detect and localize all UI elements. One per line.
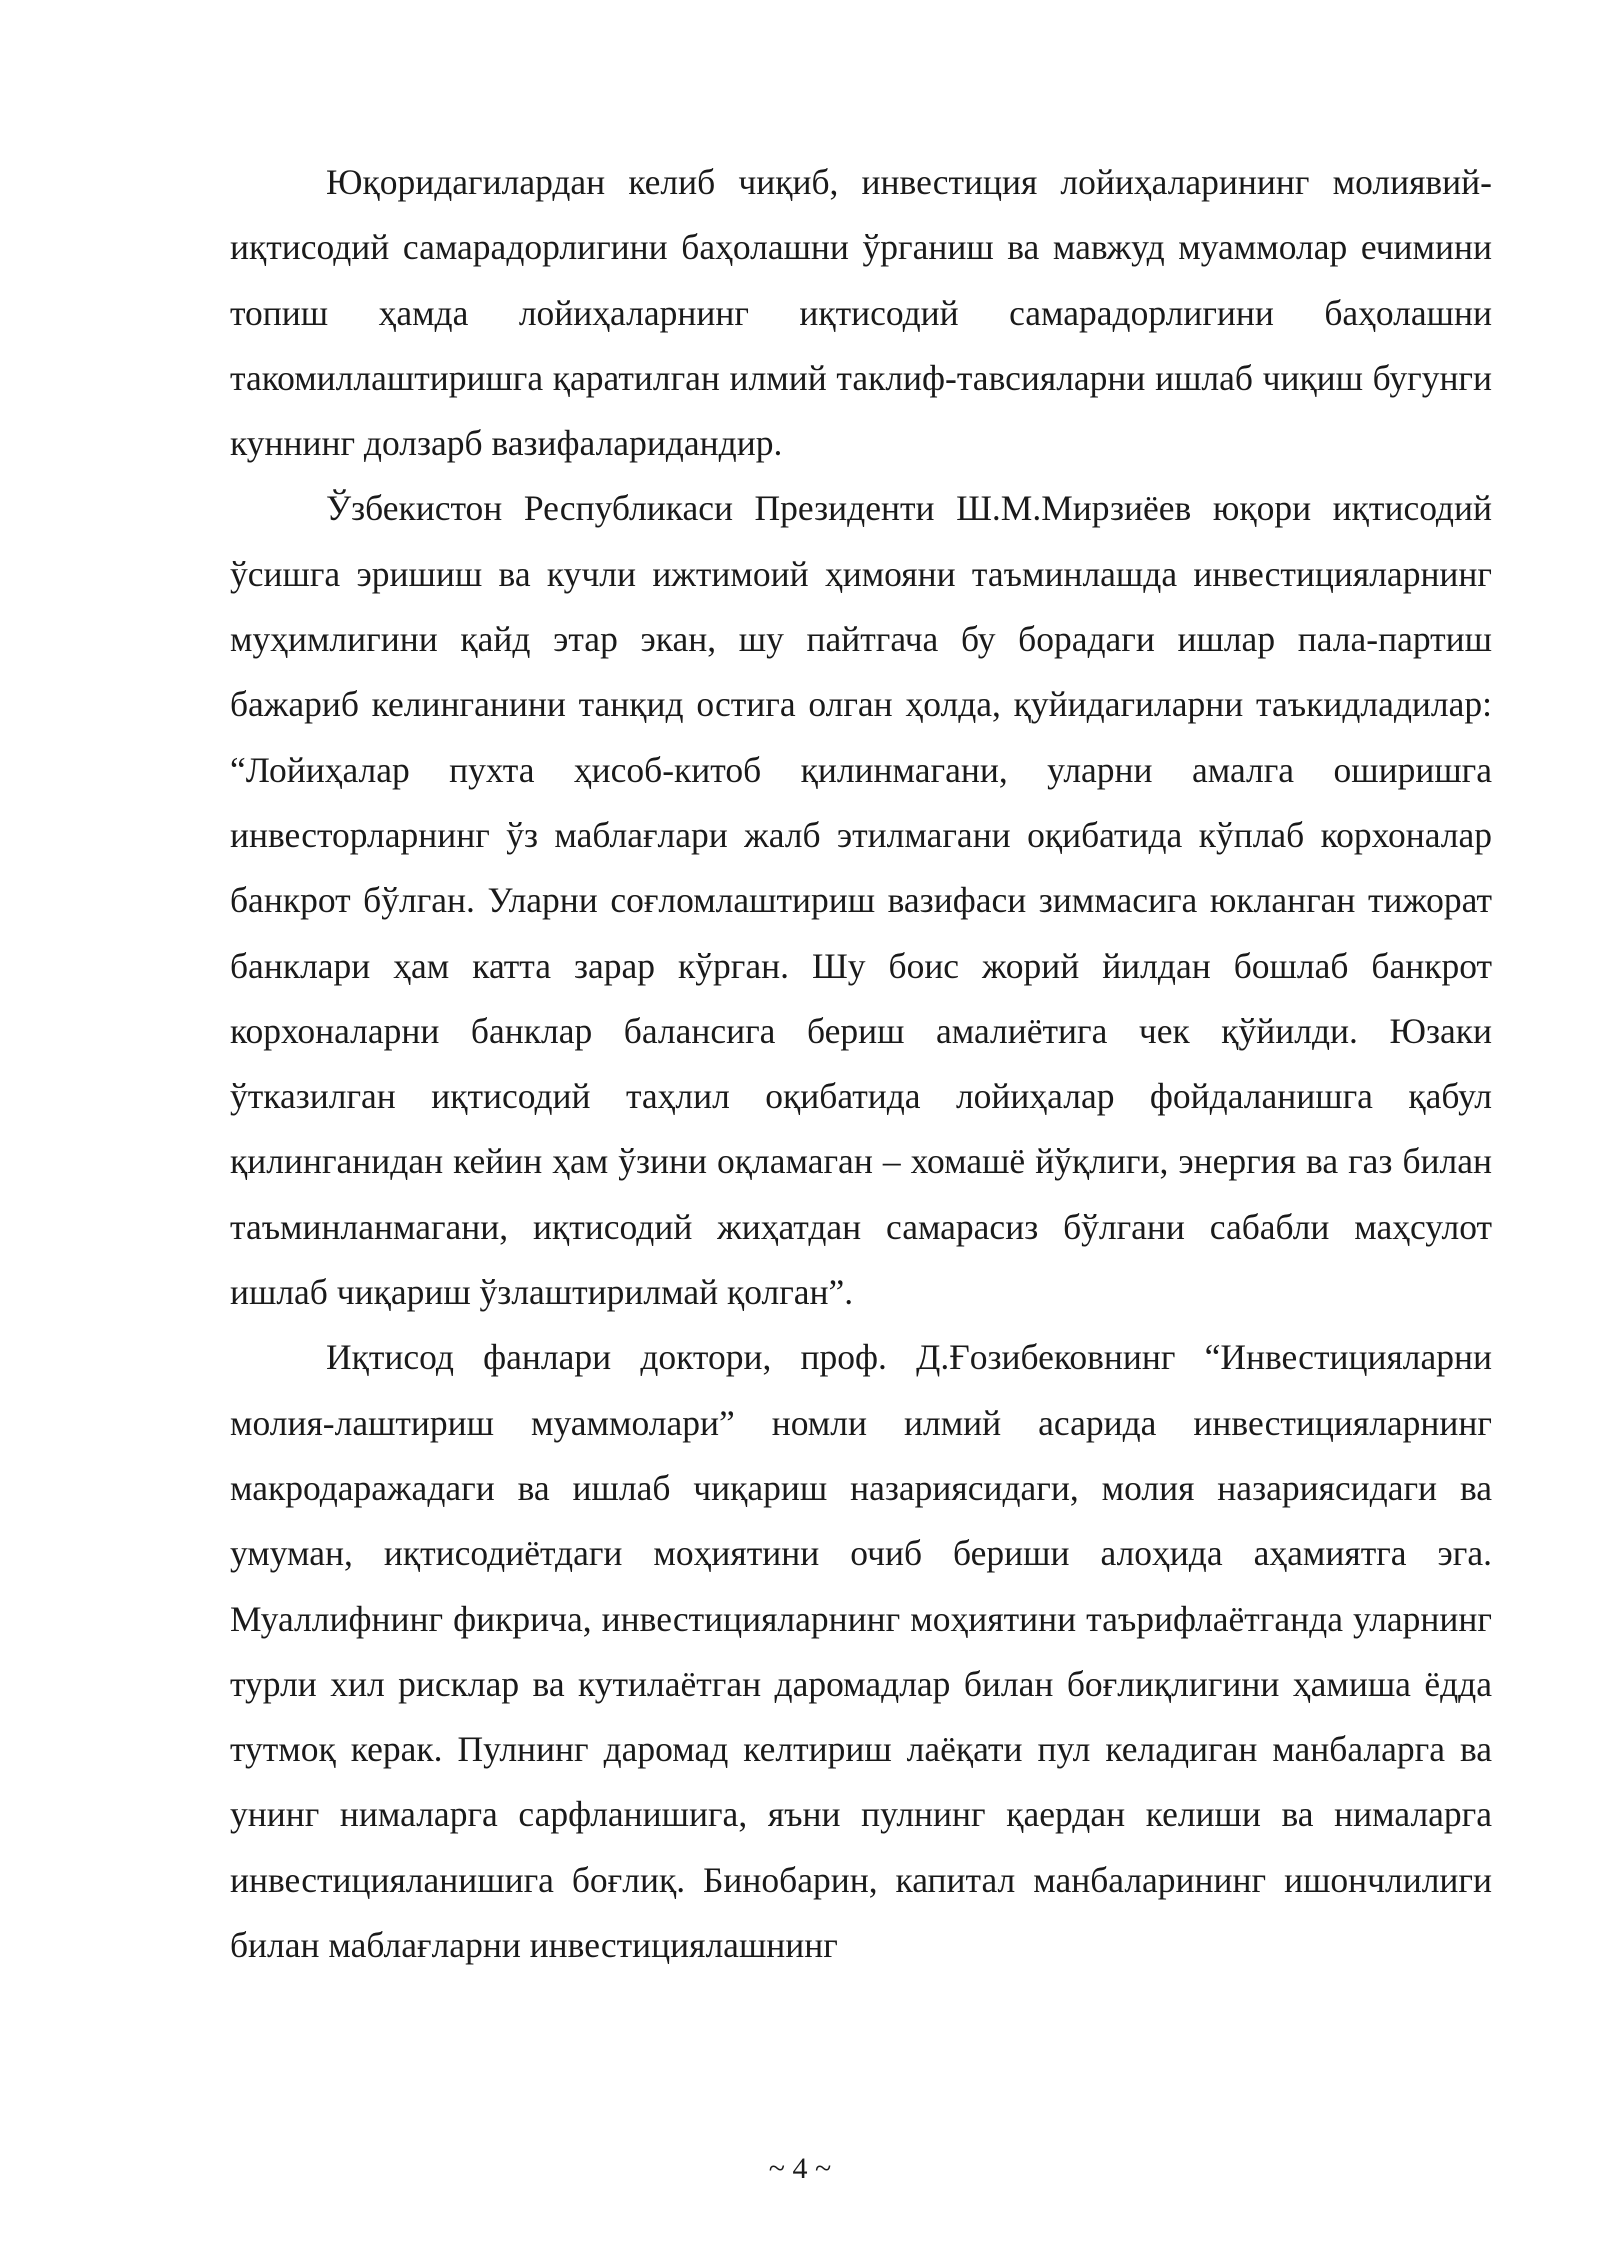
paragraph-3: Иқтисод фанлари доктори, проф. Д.Ғозибековнинг “Инвестицияларни молия-лаштириш муаммолари” номли илмий асарида инвестицияларнинг макродаражадаги ва ишлаб чиқариш назариясидаги, молия назариясидаги ва умуман, иқтисодиётдаги моҳиятини очиб бериши алоҳида аҳамиятга эга. Муаллифнинг фикрича, инвестицияларнинг моҳиятини таърифлаётганда уларнинг турли хил рисклар ва кутилаётган даромадлар билан боғлиқлигини ҳамиша ёдда тутмоқ керак. Пулнинг даромад келтириш лаёқати пул келадиган манбаларга ва унинг нималарга сарфланишига, яъни пулнинг қаердан келиши ва нималарга инвестицияланишига боғлиқ. Бинобарин, капитал манбаларининг ишончлилиги билан маблағларни инвестициялашнинг: [230, 1337, 1492, 1966]
page-number: ~ 4 ~: [768, 2152, 832, 2185]
body-text: [230, 150, 1492, 1978]
paragraph-2: Ўзбекистон Республикаси Президенти Ш.М.Мирзиёев юқори иқтисодий ўсишга эришиш ва кучли ижтимоий ҳимояни таъминлашда инвестицияларнинг муҳимлигини қайд этар экан, шу пайтгача бу борадаги ишлар пала-партиш бажариб келинганини танқид остига олган ҳолда, қуйидагиларни таъкидладилар: “Лойиҳалар пухта ҳисоб-китоб қилинмагани, уларни амалга оширишга инвесторларнинг ўз маблағлари жалб этилмагани оқибатида кўплаб корхоналар банкрот бўлган. Уларни соғломлаштириш вазифаси зиммасига юкланган тижорат банклари ҳам катта зарар кўрган. Шу боис жорий йилдан бошлаб банкрот корхоналарни банклар балансига бериш амалиётига чек қўйилди. Юзаки ўтказилган иқтисодий таҳлил оқибатида лойиҳалар фойдаланишга қабул қилинганидан кейин ҳам ўзини оқламаган – хомашё йўқлиги, энергия ва газ билан таъминланмагани, иқтисодий жиҳатдан самарасиз бўлгани сабабли маҳсулот ишлаб чиқариш ўзлаштирилмай қолган”.: [230, 488, 1492, 1313]
paragraph-1: Юқоридагилардан келиб чиқиб, инвестиция лойиҳаларининг молиявий-иқтисодий самарадорлигини баҳолашни ўрганиш ва мавжуд муаммолар ечимини топиш ҳамда лойиҳаларнинг иқтисодий самарадорлигини баҳолашни такомиллаштиришга қаратилган илмий таклиф-тавсияларни ишлаб чиқиш бугунги куннинг долзарб вазифаларидандир.: [230, 162, 1492, 464]
